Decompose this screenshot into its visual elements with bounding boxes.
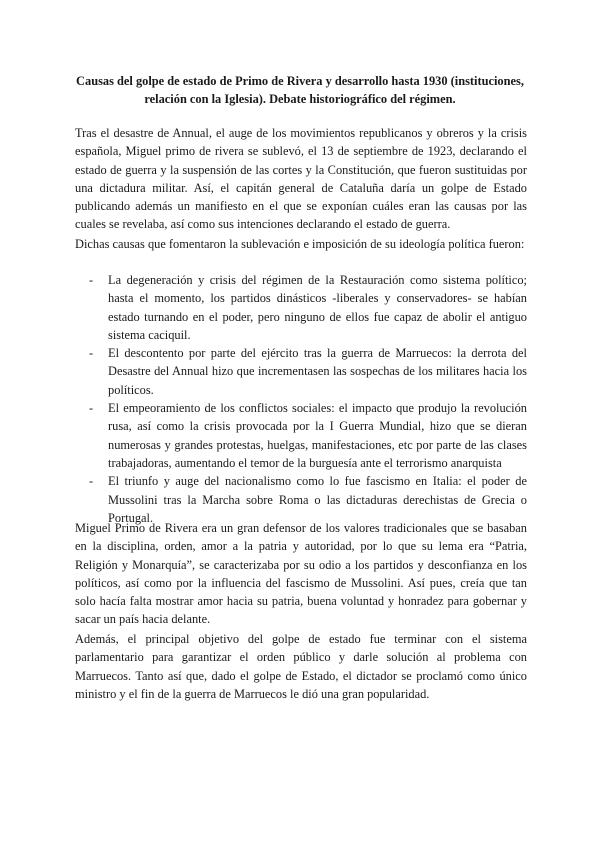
paragraph-causes-intro: Dichas causas que fomentaron la sublevación e imposición de su ideología política fueron: — [75, 237, 525, 251]
list-item — [75, 399, 527, 472]
paragraph-objective: Además, el principal objetivo del golpe de estado fue terminar con el sistema parlamentario para garantizar el orden público y darle solución al problema con Marruecos. Tanto así que, dado el golpe de Estado, el dictador se proclamó como único ministro y el fin de la guerra de Marruecos le dió una gran popularidad. — [75, 632, 527, 701]
list-item-text: El descontento por parte del ejército tras la guerra de Marruecos: la derrota del Desastre del Annual hizo que incrementasen las sospechas de los militares hacia los políticos. — [108, 346, 527, 397]
document-title: Causas del golpe de estado de Primo de Rivera y desarrollo hasta 1930 (instituciones, relación con la Iglesia). Debate historiográfico del régimen. — [76, 74, 524, 106]
list-bullet: - — [89, 273, 94, 287]
list-item — [75, 271, 527, 344]
causes-list — [75, 271, 527, 527]
paragraph-intro: Tras el desastre de Annual, el auge de los movimientos republicanos y obreros y la crisis española, Miguel primo de rivera se sublevó, el 13 de septiembre de 1923, declarando el estado de guerra y la suspensión de las cortes y la Constitución, que fueron sustituidas por una dictadura militar. Así, el capitán general de Cataluña daría un golpe de Estado publicando además un manifiesto en el que se exponían cuáles eran las causas por las cuales se revelaba, así como sus intenciones declarando el estado de guerra. — [75, 126, 527, 232]
list-bullet: - — [89, 474, 94, 489]
list-item-text: El empeoramiento de los conflictos sociales: el impacto que produjo la revolución rusa, así como la crisis provocada por la I Guerra Mundial, hizo que se dieran numerosas y grandes protestas, huelgas, manifestaciones, etc por parte de las clases trabajadoras, aumentando el temor de la burguesía ante el terrorismo anarquista — [108, 401, 527, 470]
list-item-text: La degeneración y crisis del régimen de la Restauración como sistema político; hasta el momento, los partidos dinásticos -liberales y conservadores- se habían estado turnando en el poder, pero ninguno de ellos fue capaz de abolir el antiguo sistema caciquil. — [108, 273, 527, 342]
list-bullet: - — [89, 401, 94, 416]
list-item-text: El triunfo y auge del nacionalismo como lo fue fascismo en Italia: el poder de Mussolini tras la Marcha sobre Roma o las dictaduras derechistas de Grecia o Portugal. — [108, 474, 527, 525]
paragraph-ideology: Miguel Primo de Rivera era un gran defensor de los valores tradicionales que se basaban en la disciplina, orden, amor a la patria y autoridad, por lo que su lema era “Patria, Religión y Monarquía”, se caracterizaba por su odio a los partidos y desconfianza en los políticos, así como por la influencia del fascismo de Mussolini. Así pues, creía que tan solo hacía falta mostrar amor hacia su patria, buena voluntad y honradez para gobernar y sacar un país hacia delante. — [75, 521, 527, 627]
list-bullet: - — [89, 346, 94, 361]
list-item — [75, 344, 527, 399]
